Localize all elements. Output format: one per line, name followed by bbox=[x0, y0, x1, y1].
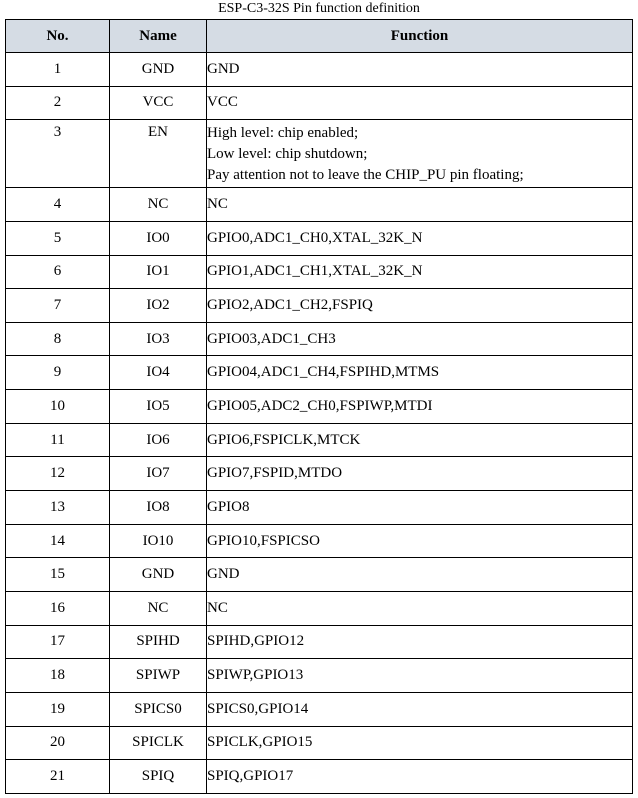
table-row bbox=[6, 53, 633, 87]
pin-number-cell: 14 bbox=[6, 524, 110, 558]
pin-name-cell: NC bbox=[110, 188, 207, 222]
table-row bbox=[6, 120, 633, 188]
table-row bbox=[6, 625, 633, 659]
pin-name-cell: IO6 bbox=[110, 423, 207, 457]
pin-number-cell: 4 bbox=[6, 188, 110, 222]
pin-name-cell: IO1 bbox=[110, 255, 207, 289]
pin-number-cell: 12 bbox=[6, 457, 110, 491]
pin-function-line: SPICLK,GPIO15 bbox=[207, 734, 313, 751]
pin-function-table bbox=[5, 19, 633, 794]
pin-function-cell bbox=[207, 491, 633, 525]
pin-function-cell bbox=[207, 289, 633, 323]
pin-function-line: GPIO7,FSPID,MTDO bbox=[207, 465, 343, 482]
pin-number-cell: 9 bbox=[6, 356, 110, 390]
pin-name-cell: IO2 bbox=[110, 289, 207, 323]
pin-name-cell: IO7 bbox=[110, 457, 207, 491]
pin-function-line: GPIO2,ADC1_CH2,FSPIQ bbox=[207, 297, 373, 314]
table-body bbox=[6, 53, 633, 794]
pin-name-cell: SPIWP bbox=[110, 659, 207, 693]
pin-number-cell: 19 bbox=[6, 692, 110, 726]
pin-number-cell: 16 bbox=[6, 591, 110, 625]
column-header-function: Function bbox=[207, 20, 633, 53]
table-row bbox=[6, 289, 633, 323]
pin-function-line: SPIHD,GPIO12 bbox=[207, 633, 305, 650]
pin-name-cell: GND bbox=[110, 53, 207, 87]
pin-number-cell: 2 bbox=[6, 86, 110, 120]
pin-name-cell: IO10 bbox=[110, 524, 207, 558]
pin-function-line: GPIO05,ADC2_CH0,FSPIWP,MTDI bbox=[207, 397, 433, 414]
table-row bbox=[6, 188, 633, 222]
pin-function-cell bbox=[207, 692, 633, 726]
pin-function-line: GPIO03,ADC1_CH3 bbox=[207, 330, 336, 347]
pin-name-cell: IO0 bbox=[110, 221, 207, 255]
pin-function-cell bbox=[207, 760, 633, 794]
table-row bbox=[6, 760, 633, 794]
pin-function-line: Low level: chip shutdown; bbox=[207, 146, 368, 163]
pin-name-cell: SPICS0 bbox=[110, 692, 207, 726]
pin-function-cell bbox=[207, 625, 633, 659]
pin-function-cell bbox=[207, 423, 633, 457]
pin-function-cell bbox=[207, 558, 633, 592]
pin-number-cell: 6 bbox=[6, 255, 110, 289]
pin-name-cell: GND bbox=[110, 558, 207, 592]
pin-function-cell bbox=[207, 659, 633, 693]
pin-function-cell bbox=[207, 726, 633, 760]
pin-name-cell: IO5 bbox=[110, 390, 207, 424]
pin-function-line: VCC bbox=[207, 94, 238, 111]
pin-function-cell bbox=[207, 53, 633, 87]
pin-number-cell: 10 bbox=[6, 390, 110, 424]
pin-function-line: GND bbox=[207, 60, 240, 77]
pin-name-cell: IO3 bbox=[110, 322, 207, 356]
table-row bbox=[6, 86, 633, 120]
pin-function-cell bbox=[207, 221, 633, 255]
pin-function-cell bbox=[207, 120, 633, 188]
pin-function-line: High level: chip enabled; bbox=[207, 125, 359, 142]
pin-function-cell bbox=[207, 86, 633, 120]
pin-function-line: GPIO6,FSPICLK,MTCK bbox=[207, 431, 361, 448]
table-caption: ESP-C3-32S Pin function definition bbox=[218, 1, 420, 16]
pin-number-cell: 18 bbox=[6, 659, 110, 693]
pin-number-cell: 7 bbox=[6, 289, 110, 323]
pin-function-line: SPICS0,GPIO14 bbox=[207, 700, 309, 717]
table-row bbox=[6, 558, 633, 592]
column-header-name: Name bbox=[110, 20, 207, 53]
table-header-row bbox=[6, 20, 633, 53]
pin-name-cell: SPIQ bbox=[110, 760, 207, 794]
pin-number-cell: 1 bbox=[6, 53, 110, 87]
pin-function-cell bbox=[207, 390, 633, 424]
pin-function-cell bbox=[207, 255, 633, 289]
pin-function-cell bbox=[207, 591, 633, 625]
table-row bbox=[6, 423, 633, 457]
table-row bbox=[6, 356, 633, 390]
pin-number-cell: 5 bbox=[6, 221, 110, 255]
pin-number-cell: 13 bbox=[6, 491, 110, 525]
pin-function-cell bbox=[207, 524, 633, 558]
table-row bbox=[6, 524, 633, 558]
pin-number-cell: 15 bbox=[6, 558, 110, 592]
pin-function-line: SPIQ,GPIO17 bbox=[207, 767, 294, 784]
column-header-no: No. bbox=[6, 20, 110, 53]
pin-number-cell: 20 bbox=[6, 726, 110, 760]
pin-function-line: GPIO8 bbox=[207, 498, 250, 515]
pin-name-cell: SPIHD bbox=[110, 625, 207, 659]
pin-function-line: SPIWP,GPIO13 bbox=[207, 667, 304, 684]
pin-function-cell bbox=[207, 188, 633, 222]
table-row bbox=[6, 457, 633, 491]
pin-number-cell: 8 bbox=[6, 322, 110, 356]
pin-name-cell: IO4 bbox=[110, 356, 207, 390]
table-row bbox=[6, 692, 633, 726]
pin-function-line: GPIO04,ADC1_CH4,FSPIHD,MTMS bbox=[207, 364, 440, 381]
pin-number-cell: 11 bbox=[6, 423, 110, 457]
pin-name-cell: NC bbox=[110, 591, 207, 625]
pin-number-cell: 3 bbox=[6, 120, 110, 188]
pin-number-cell: 17 bbox=[6, 625, 110, 659]
table-row bbox=[6, 491, 633, 525]
table-row bbox=[6, 659, 633, 693]
pin-function-line: NC bbox=[207, 196, 228, 213]
pin-function-line: NC bbox=[207, 599, 228, 616]
pin-function-line: Pay attention not to leave the CHIP_PU pin floating; bbox=[207, 167, 524, 184]
pin-function-cell bbox=[207, 322, 633, 356]
table-row bbox=[6, 322, 633, 356]
pin-function-line: GPIO10,FSPICSO bbox=[207, 532, 320, 549]
pin-function-line: GPIO1,ADC1_CH1,XTAL_32K_N bbox=[207, 263, 423, 280]
pin-name-cell: VCC bbox=[110, 86, 207, 120]
pin-name-cell: IO8 bbox=[110, 491, 207, 525]
table-row bbox=[6, 726, 633, 760]
table-row bbox=[6, 255, 633, 289]
pin-name-cell: EN bbox=[110, 120, 207, 188]
pin-function-cell bbox=[207, 457, 633, 491]
pin-function-cell bbox=[207, 356, 633, 390]
table-row bbox=[6, 390, 633, 424]
table-row bbox=[6, 221, 633, 255]
pin-number-cell: 21 bbox=[6, 760, 110, 794]
pin-function-line: GND bbox=[207, 566, 240, 583]
pin-function-line: GPIO0,ADC1_CH0,XTAL_32K_N bbox=[207, 229, 423, 246]
table-row bbox=[6, 591, 633, 625]
pin-name-cell: SPICLK bbox=[110, 726, 207, 760]
